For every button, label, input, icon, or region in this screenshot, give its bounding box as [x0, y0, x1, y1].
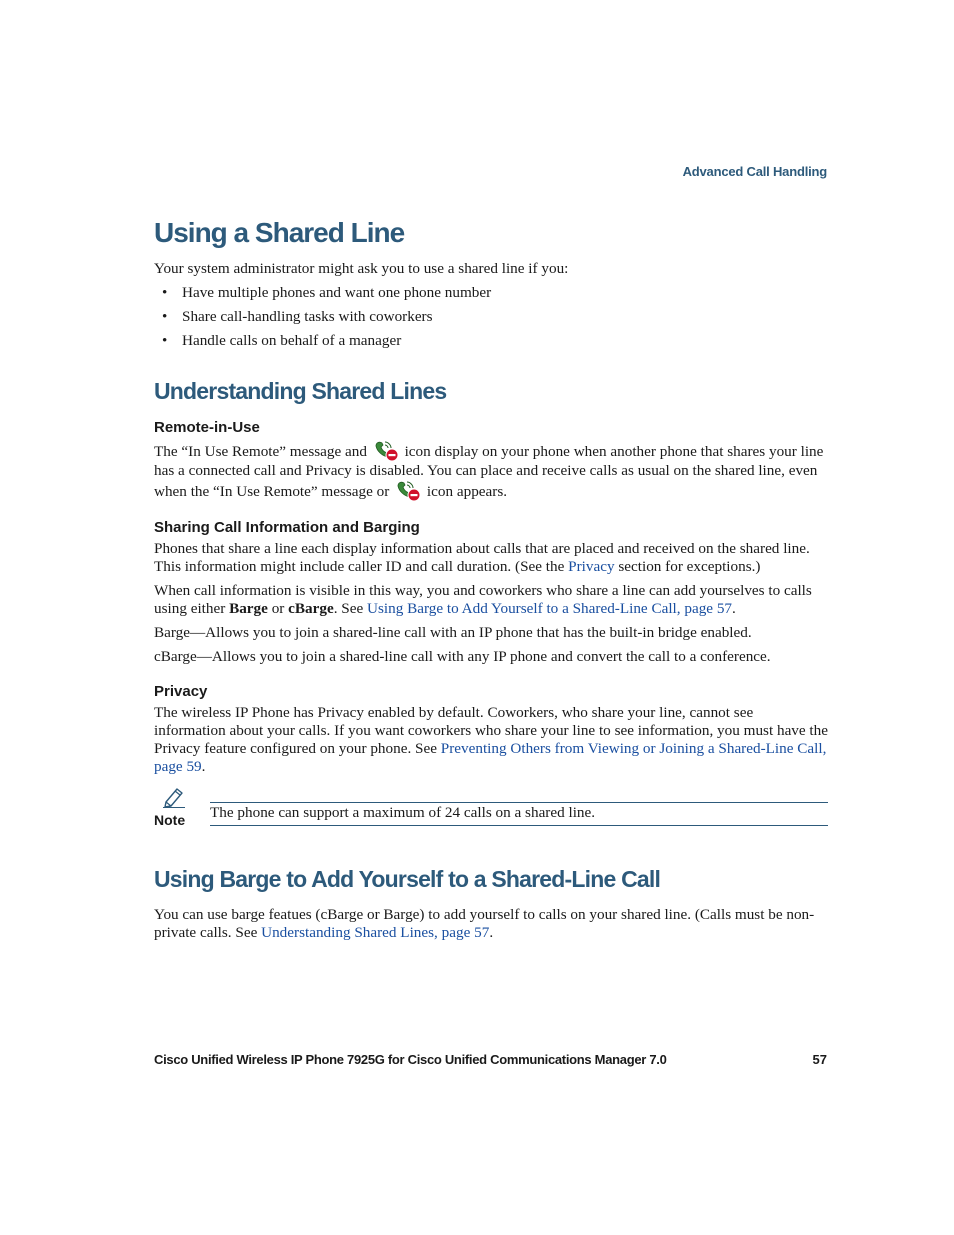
barge-text: You can use barge featues (cBarge or Barge) to add yourself to calls on your shared line. (Calls must be non-private calls. See — [154, 906, 815, 941]
preventing-others-link[interactable]: Preventing Others from Viewing or Joining a Shared-Line Call, page 59 — [154, 740, 827, 775]
privacy-text: The wireless IP Phone has Privacy enabled by default. Coworkers, who share your line, cannot see information about your calls. If you want coworkers who share your line to see information, you must have the Privacy feature configured on your phone. See — [154, 704, 828, 757]
running-header: Advanced Call Handling — [682, 164, 827, 179]
page-number: 57 — [812, 1052, 827, 1067]
page-title: Using a Shared Line — [154, 217, 405, 248]
intro-paragraph: Your system administrator might ask you to use a shared line if you: — [154, 260, 569, 277]
phone-remote-in-use-icon — [395, 480, 421, 502]
section-heading-using-barge: Using Barge to Add Yourself to a Shared-Line Call — [154, 866, 661, 892]
pencil-icon — [162, 786, 186, 808]
remote-in-use-paragraph — [154, 440, 828, 502]
barge-paragraph — [154, 906, 828, 942]
phone-remote-in-use-icon — [373, 440, 399, 462]
subheading-privacy: Privacy — [154, 683, 208, 700]
sharing-paragraph-2 — [154, 582, 828, 618]
barge-text: . — [489, 924, 494, 941]
note-box — [210, 802, 828, 826]
bullet-list — [154, 284, 828, 350]
privacy-paragraph — [154, 704, 828, 776]
remote-text-3: icon appears. — [426, 483, 508, 500]
list-item: • Have multiple phones and want one phone number — [154, 284, 828, 302]
sharing-text: Phones that share a line each display information about calls that are placed and received on the shared line. This information might include caller ID and call duration. (See the — [154, 540, 810, 575]
sharing-paragraph-1 — [154, 540, 828, 576]
privacy-text: . — [201, 758, 206, 775]
footer-title: Cisco Unified Wireless IP Phone 7925G for Cisco Unified Communications Manager 7.0 — [154, 1052, 667, 1067]
cbarge-term: cBarge — [288, 600, 334, 617]
list-item: • Share call-handling tasks with coworkers — [154, 308, 828, 326]
section-heading-understanding: Understanding Shared Lines — [154, 378, 447, 404]
subheading-remote-in-use: Remote-in-Use — [154, 419, 260, 436]
privacy-link[interactable]: Privacy — [568, 558, 615, 575]
sharing-text: section for exceptions.) — [618, 558, 761, 575]
sharing-text: . — [732, 600, 736, 617]
barge-term: Barge — [229, 600, 268, 617]
sharing-text: When call information is visible in this way, you and coworkers who share a line can add yourselves to calls using either — [154, 582, 812, 617]
sharing-text: or — [271, 600, 285, 617]
subheading-sharing-call-info: Sharing Call Information and Barging — [154, 519, 420, 536]
understanding-shared-lines-link[interactable]: Understanding Shared Lines, page 57 — [261, 924, 490, 941]
using-barge-link[interactable]: Using Barge to Add Yourself to a Shared-Line Call, page 57 — [367, 600, 733, 617]
remote-text-2: icon display on your phone when another phone that shares your line has a connected call and Privacy is disabled. You can place and receive calls as usual on the shared line, even when the “In Use Remote” message or — [154, 443, 824, 500]
note-label: Note — [154, 812, 186, 828]
sharing-text: . See — [333, 600, 364, 617]
remote-text-1: The “In Use Remote” message and — [154, 443, 367, 460]
barge-description: Barge—Allows you to join a shared-line call with an IP phone that has the built-in bridge enabled. — [154, 624, 752, 641]
note-text: The phone can support a maximum of 24 calls on a shared line. — [210, 804, 596, 821]
cbarge-description: cBarge—Allows you to join a shared-line call with any IP phone and convert the call to a conference. — [154, 648, 771, 665]
note-block — [154, 786, 828, 834]
page-content — [154, 214, 828, 942]
list-item: • Handle calls on behalf of a manager — [154, 332, 828, 350]
